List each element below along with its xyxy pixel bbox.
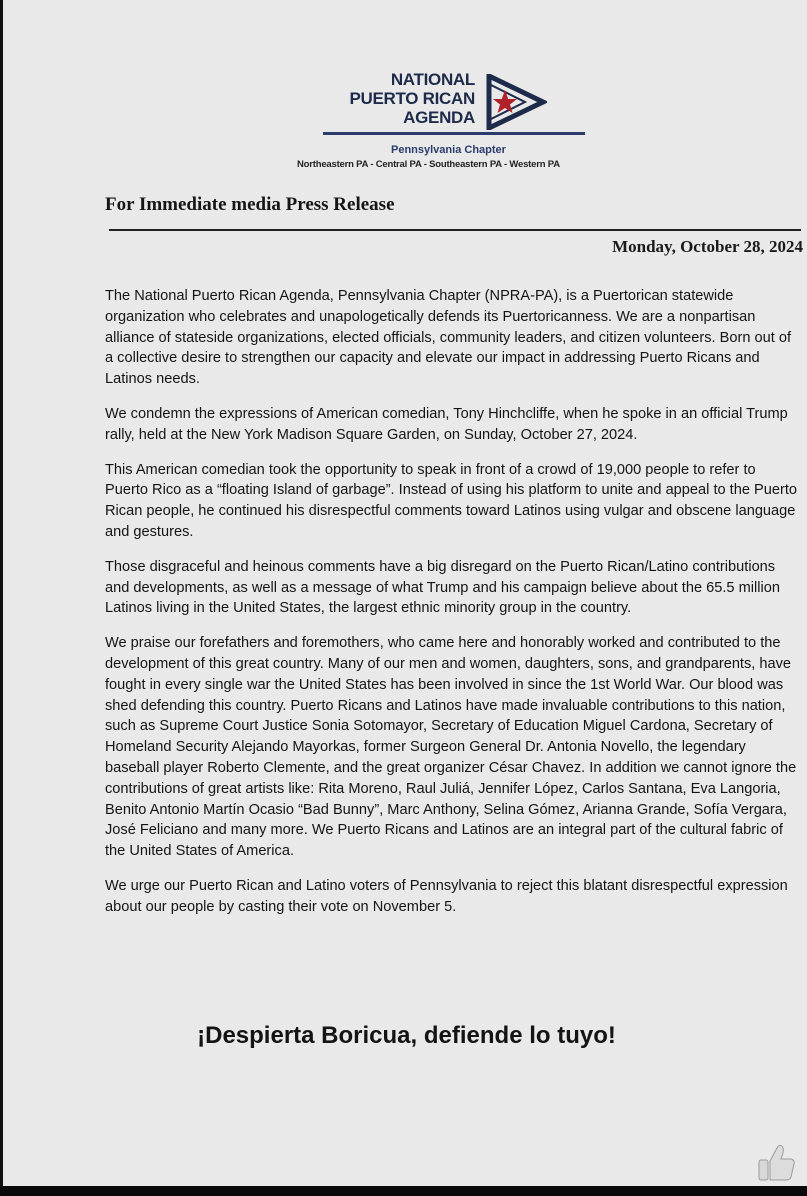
logo-line-national: NATIONAL <box>390 70 475 89</box>
release-body <box>105 286 799 932</box>
paragraph-disregard: Those disgraceful and heinous comments have a big disregard on the Puerto Rican/Latino contributions and developments, as well as a message of what Trump and his campaign believe about the 65.5 million Latinos living in the United States, the largest ethnic minority group in the country. <box>105 558 780 617</box>
paragraph-urge: We urge our Puerto Rican and Latino voters of Pennsylvania to reject this blatant disrespectful expression about our people by casting their vote on November 5. <box>105 877 788 915</box>
logo-line-puerto-rican: PUERTO RICAN <box>349 89 475 108</box>
title-divider <box>109 229 801 231</box>
logo-text <box>350 70 476 127</box>
thumbs-up-icon[interactable] <box>755 1140 799 1184</box>
paragraph-praise: We praise our forefathers and foremothers, who came here and honorably worked and contributed to the development of this great country. Many of our men and women, daughters, sons, and grandparents, have fought in every single war the United States has been involved in since the 1st World War. Our blood was shed defending this country. Puerto Ricans and Latinos have made invaluable contributions to this nation, such as Supreme Court Justice Sonia Sotomayor, Secretary of Education Miguel Cardona, Secretary of Homeland Security Alejando Mayorkas, former Surgeon General Dr. Antonia Novello, the legendary baseball player Roberto Clemente, and the great organizer César Chavez. In addition we cannot ignore the contributions of great artists like: Rita Moreno, Raul Juliá, Jennifer López, Carlos Santana, Eva Langoria, Benito Antonio Martín Ocasio “Bad Bunny”, Marc Anthony, Selina Gómez, Arianna Grande, Sofía Vergara, José Feliciano and many more. We Puerto Ricans and Latinos are an integral part of the cultural fabric of the United States of America. <box>105 635 797 860</box>
release-title: For Immediate media Press Release <box>105 194 395 215</box>
chapter-regions: Northeastern PA - Central PA - Southeastern PA - Western PA <box>297 159 560 170</box>
chapter-name: Pennsylvania Chapter <box>391 144 506 156</box>
bottom-edge <box>0 1186 807 1196</box>
closing-slogan: ¡Despierta Boricua, defiende lo tuyo! <box>197 1022 616 1049</box>
release-date: Monday, October 28, 2024 <box>612 237 803 256</box>
logo-line-agenda: AGENDA <box>403 108 475 127</box>
paragraph-about: The National Puerto Rican Agenda, Pennsylvania Chapter (NPRA-PA), is a Puertorican statewide organization who celebrates and unapologetically defends its Puertoricanness. We are a nonpartisan alliance of stateside organizations, elected officials, community leaders, and citizen volunteers. Born out of a collective desire to strengthen our capacity and elevate our impact in addressing Puerto Ricans and Latinos needs. <box>105 288 792 388</box>
npra-logo <box>323 66 553 146</box>
paragraph-condemn: We condemn the expressions of American comedian, Tony Hinchcliffe, when he spoke in an official Trump rally, held at the New York Madison Square Garden, on Sunday, October 27, 2024. <box>105 405 788 443</box>
pennant-star-icon <box>485 74 547 130</box>
logo-underline <box>323 132 585 135</box>
paragraph-comedian: This American comedian took the opportunity to speak in front of a crowd of 19,000 people to refer to Puerto Rico as a “floating Island of garbage”. Instead of using his platform to unite and appeal to the Puerto Rican people, he continued his disrespectful comments toward Latinos using vulgar and obscene language and gestures. <box>105 461 798 540</box>
